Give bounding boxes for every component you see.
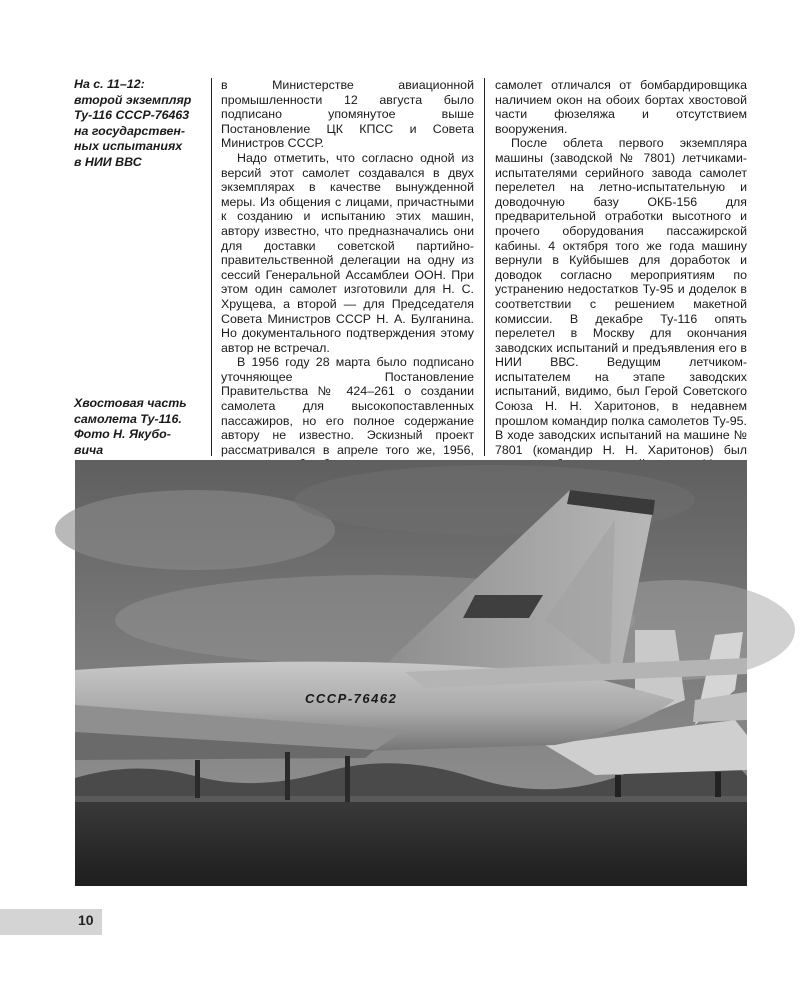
paragraph: в Министерстве авиационной промышленности 12 августа было подписано упомянутое выше Постановление ЦК КПСС и Совета Министров СССР. <box>221 78 474 151</box>
paragraph: В 1956 году 28 марта было подписано уточняющее Постановление Правительства № 424–261 о создании самолета для высокопоставленных пассажиров, но его полное содержание автору не известно. Эскизный проект рассматривался в апреле того же, 1956, <box>221 355 474 457</box>
paragraph: После облета первого экземпляра машины (заводской № 7801) летчиками-испытателями серийного завода самолет перелетел на летно-испытательную и доводочную базу ОКБ-156 для предварительной отработки высотного и прочего оборудования пассажирской кабины. 4 октября того же года машину вернули в Куйбышев для доработок и доводок согласно мероприятиям по устранению недостатков Ту-95 и доделок в соответствии с решением макетной комиссии. В декабре Ту-116 опять перелетел в Москву для окончания заводских испытаний и предъявления его в НИИ ВВС. Ведущим летчиком-испытателем на этапе заводских испытаний, видимо, был Герой Советского Союза Н. Н. Харитонов, в недавнем прошлом командир полка самолетов Ту-95. В ходе заводских испытаний на машине № 7801 (командир Н. Н. Харитонов) был <box>495 136 747 457</box>
text-column-1 <box>221 78 474 456</box>
caption-line: в НИИ ВВС <box>74 154 142 169</box>
registration-text: СССР-76462 <box>305 691 398 706</box>
caption-line: Фото Н. Якубо- <box>74 427 171 441</box>
caption-top <box>74 77 196 170</box>
page-number: 10 <box>78 912 94 928</box>
aircraft-tail-photo <box>75 460 747 886</box>
column-rule-left <box>211 78 212 456</box>
caption-line: второй экземпляр <box>74 92 192 107</box>
caption-line: на государствен- <box>74 123 186 138</box>
text-column-2 <box>495 78 747 456</box>
caption-line: самолета Ту-116. <box>74 411 182 426</box>
caption-line: Хвостовая часть <box>74 396 187 410</box>
paragraph: Надо отметить, что согласно одной из версий этот самолет создавался в двух экземплярах в качестве вынужденной меры. Из общения с лицами, причастными к созданию и испытанию этих машин, автору известно, что предназначались они для доставки советской партийно-правительственной делегации на одну из сессий Генеральной Ассамблеи ООН. При этом один самолет изготовили для Н. С. Хрущева, а второй — для Председателя Совета Министров СССР Н. А. Булганина. Но документального подтверждения этому автор не встречал. <box>221 150 474 355</box>
caption-line: На с. 11–12: <box>74 77 145 91</box>
caption-line: Ту-116 СССР-76463 <box>74 108 190 122</box>
paragraph: самолет отличался от бомбардировщика наличием окон на обоих бортах хвостовой части фюзеляжа и отсутствием вооружения. <box>495 78 747 136</box>
caption-line: вича <box>74 442 104 457</box>
caption-bottom <box>74 396 196 458</box>
column-rule-middle <box>484 78 485 456</box>
caption-line: ных испытаниях <box>74 139 183 153</box>
